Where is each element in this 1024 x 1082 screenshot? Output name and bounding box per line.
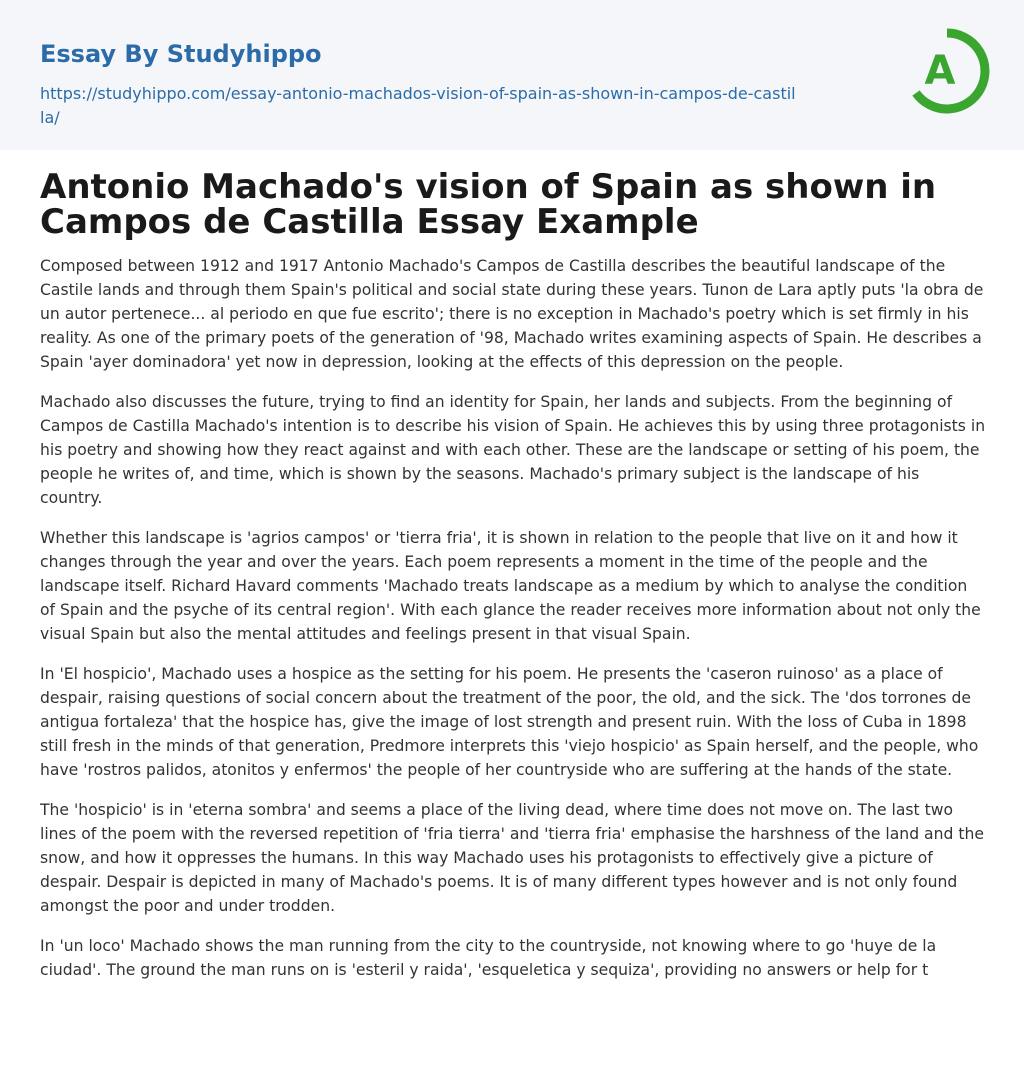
circle-a-logo-icon[interactable] xyxy=(904,28,990,114)
paragraph-1: Composed between 1912 and 1917 Antonio Machado's Campos de Castilla describes the beautiful landscape of the Castile lands and through them Spain's political and social state during these years. Tunon de Lara aptly puts 'la obra de un autor pertenece... al periodo en que fue escrito'; there is no exception in Machado's poetry which is set firmly in his reality. As one of the primary poets of the generation of '98, Machado writes examining aspects of Spain. He describes a Spain 'ayer dominadora' yet now in depression, looking at the effects of this depression on the people. xyxy=(40,257,984,371)
site-brand[interactable]: Essay By Studyhippo xyxy=(40,40,322,68)
article-content xyxy=(40,167,986,982)
page-title: Antonio Machado's vision of Spain as shown in Campos de Castilla Essay Example xyxy=(40,167,937,242)
paragraph-3: Whether this landscape is 'agrios campos' or 'tierra fria', it is shown in relation to the people that live on it and how it changes through the year and over the years. Each poem represents a moment in the time of the people and the landscape itself. Richard Havard comments 'Machado treats landscape as a medium by which to analyse the condition of Spain and the psyche of its central region'. With each glance the reader receives more information about not only the visual Spain but also the mental attitudes and feelings present in that visual Spain. xyxy=(40,529,981,643)
paragraph-5: The 'hospicio' is in 'eterna sombra' and seems a place of the living dead, where time does not move on. The last two lines of the poem with the reversed repetition of 'fria tierra' and 'tierra fria' emphasise the harshness of the land and the snow, and how it oppresses the humans. In this way Machado uses his protagonists to effectively give a picture of despair. Despair is depicted in many of Machado's poems. It is of many different types however and is not only found amongst the poor and under trodden. xyxy=(40,801,984,915)
essay-url-link[interactable]: https://studyhippo.com/essay-antonio-machados-vision-of-spain-as-shown-in-campos-de-castilla/ xyxy=(40,84,796,127)
paragraph-4: In 'El hospicio', Machado uses a hospice as the setting for his poem. He presents the 'caseron ruinoso' as a place of despair, raising questions of social concern about the treatment of the poor, the old, and the sick. The 'dos torrones de antigua fortaleza' that the hospice has, give the image of lost strength and present ruin. With the loss of Cuba in 1898 still fresh in the minds of that generation, Predmore interprets this 'viejo hospicio' as Spain herself, and the people, who have 'rostros palidos, atonitos y enfermos' the people of her countryside who are suffering at the hands of the state. xyxy=(40,665,979,779)
paragraph-6: In 'un loco' Machado shows the man running from the city to the countryside, not knowing where to go 'huye de la ciudad'. The ground the man runs on is 'esteril y raida', 'esqueletica y sequiza', providing no answers or help for t xyxy=(40,937,937,979)
site-header xyxy=(0,0,1024,150)
logo-letter: A xyxy=(924,48,956,94)
paragraph-2: Machado also discusses the future, trying to find an identity for Spain, her lands and subjects. From the beginning of Campos de Castilla Machado's intention is to describe his vision of Spain. He achieves this by using three protagonists in his poetry and showing how they react against and with each other. These are the landscape or setting of his poem, the people he writes of, and time, which is shown by the seasons. Machado's primary subject is the landscape of his country. xyxy=(40,393,986,507)
